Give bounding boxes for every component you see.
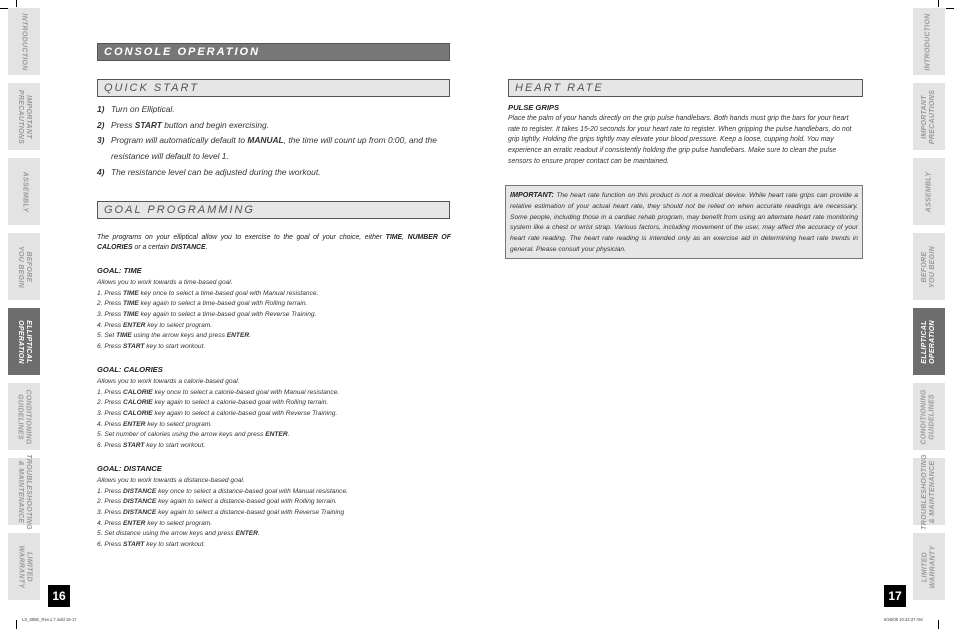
key-term: TIME bbox=[123, 310, 139, 318]
text-run: key again to select a calorie-based goal with Reverse Training. bbox=[152, 409, 338, 417]
side-tab[interactable] bbox=[913, 533, 945, 600]
goal-step-line bbox=[97, 278, 457, 289]
pulse-grips-text: Place the palm of your hands directly on the grip pulse handlebars. Both hands must grip the bars for your heart rate to register. It takes 15-20 seconds for your heart rate to register. When gripping the pulse handlebars, do not grip tightly. Holding the grips tightly may elevate your blood pressure. Keep a loose, cupping hold. You may experience an erratic readout if consistently holding the grip pulse handlebars. Make sure to clean the pulse sensors to ensure proper contact can be maintained. bbox=[508, 115, 852, 165]
page-number-left: 16 bbox=[48, 585, 70, 607]
crop-mark bbox=[946, 8, 954, 9]
key-term: DISTANCE bbox=[123, 498, 157, 506]
text-run: , the time will count up from 0:00, and the resistance will default to level 1. bbox=[111, 135, 437, 162]
goal-time-section bbox=[97, 265, 457, 353]
text-run: Allows you to work towards a distance-based goal. bbox=[97, 477, 245, 484]
side-tab-label: LIMITED WARRANTY bbox=[17, 545, 32, 588]
text-run: key again to select a distance-based goal with Reverse Training bbox=[156, 508, 345, 516]
crop-mark bbox=[938, 0, 939, 7]
goal-step-line bbox=[97, 487, 457, 498]
goal-step-line bbox=[97, 377, 457, 388]
important-label: IMPORTANT: bbox=[510, 190, 554, 199]
text-run: Allows you to work towards a time-based goal. bbox=[97, 279, 233, 286]
important-text: The heart rate function on this product is not a medical device. While heart rate grips can provide a relative estimation of your actual heart rate, they should not be relied on when accurate readings are necessary. Some people, including those in a cardiac rehab program, may benefit from using an alternate heart rate monitoring system like a chest or wrist strap. Various factors, including movement of the user, may affect the accuracy of your heart rate reading. The heart rate reading is intended only as an exercise aid in determining heart rate trends in general. Please consult your physician. bbox=[510, 192, 858, 253]
goal-step-line bbox=[97, 398, 457, 409]
goal-step-line bbox=[97, 299, 457, 310]
side-tab-label: BEFORE YOU BEGIN bbox=[921, 245, 937, 288]
goal-step-line bbox=[97, 342, 457, 353]
side-tab[interactable] bbox=[8, 308, 40, 375]
text-run: 3. Press bbox=[97, 508, 124, 516]
text-run: key again to select a time-based goal with Rolling terrain. bbox=[138, 300, 308, 308]
quick-start-step bbox=[97, 165, 449, 181]
goal-step-line bbox=[97, 420, 457, 431]
quick-start-step bbox=[97, 102, 449, 118]
goal-step-line bbox=[97, 289, 457, 300]
goal-step-line bbox=[97, 497, 457, 508]
step-number: 3) bbox=[97, 135, 105, 146]
side-tab[interactable] bbox=[913, 233, 945, 300]
key-term: ENTER bbox=[265, 431, 288, 439]
key-term: DISTANCE bbox=[123, 508, 157, 516]
side-tab[interactable] bbox=[8, 8, 40, 75]
side-tab-label: ASSEMBLY bbox=[21, 171, 28, 212]
side-tab-label: LIMITED WARRANTY bbox=[921, 545, 936, 588]
goal-step-line bbox=[97, 409, 457, 420]
quick-start-step bbox=[97, 118, 449, 134]
quick-start-step bbox=[97, 133, 449, 164]
pulse-grips-title: PULSE GRIPS bbox=[508, 103, 560, 112]
key-term: CALORIE bbox=[123, 409, 153, 417]
text-run: 4. Press bbox=[97, 519, 124, 527]
heart-rate-header: HEART RATE bbox=[508, 79, 863, 97]
left-side-tabs bbox=[8, 8, 40, 608]
key-term: NUMBER OF CALORIES bbox=[97, 234, 451, 251]
console-operation-header: CONSOLE OPERATION bbox=[97, 43, 450, 61]
side-tab[interactable] bbox=[913, 453, 945, 530]
goal-step-line bbox=[97, 476, 457, 487]
text-run: 4. Press bbox=[97, 321, 124, 329]
crop-mark bbox=[0, 8, 8, 9]
footer-slug-right: 6/26/08 10:43:37 AM bbox=[884, 617, 923, 622]
side-tab[interactable] bbox=[8, 533, 40, 600]
text-run: key to start workout. bbox=[144, 441, 206, 449]
text-run: key to start workout. bbox=[144, 342, 206, 350]
footer-slug-left: LS_685E_Rev.1.7.indd 16-17 bbox=[22, 617, 77, 622]
side-tab-label: CONDITIONING GUIDELINES bbox=[17, 388, 33, 445]
key-term: DISTANCE bbox=[123, 487, 157, 495]
side-tab[interactable] bbox=[8, 233, 40, 300]
step-number: 1) bbox=[97, 104, 105, 114]
side-tab-label: BEFORE YOU BEGIN bbox=[17, 245, 33, 288]
goal-step-line bbox=[97, 508, 457, 519]
important-notice-box bbox=[505, 185, 863, 259]
side-tab-label: ELLIPTICAL OPERATION bbox=[921, 319, 937, 364]
text-run: 6. Press bbox=[97, 540, 124, 548]
key-term: TIME bbox=[385, 234, 403, 241]
key-term: TIME bbox=[123, 300, 139, 308]
goal-step-line bbox=[97, 331, 457, 342]
page-number-right: 17 bbox=[884, 585, 906, 607]
text-run: Press bbox=[111, 119, 135, 130]
text-run: 2. Press bbox=[97, 498, 124, 506]
key-term: ENTER bbox=[123, 420, 146, 428]
goal-title: GOAL: DISTANCE bbox=[97, 464, 162, 473]
text-run: 3. Press bbox=[97, 409, 124, 417]
goal-step-line bbox=[97, 310, 457, 321]
key-term: START bbox=[123, 540, 145, 548]
goal-title: GOAL: TIME bbox=[97, 266, 142, 275]
key-term: START bbox=[123, 441, 145, 449]
text-run: key to select program. bbox=[145, 321, 213, 329]
text-run: The resistance level can be adjusted during the workout. bbox=[111, 166, 321, 177]
text-run: 1. Press bbox=[97, 289, 124, 297]
step-text bbox=[111, 118, 449, 134]
quick-start-steps bbox=[97, 102, 449, 181]
side-tab-label: CONDITIONING GUIDELINES bbox=[921, 388, 937, 445]
text-run: key once to select a calorie-based goal with Manual resistance. bbox=[152, 388, 340, 396]
goal-title: GOAL: CALORIES bbox=[97, 365, 163, 374]
text-run: 6. Press bbox=[97, 342, 124, 350]
side-tab-label: ASSEMBLY bbox=[925, 171, 932, 212]
key-term: ENTER bbox=[226, 332, 250, 340]
text-run: 1. Press bbox=[97, 487, 124, 495]
side-tab[interactable] bbox=[913, 158, 945, 225]
goal-step-line bbox=[97, 540, 457, 551]
text-run: 4. Press bbox=[97, 420, 124, 428]
key-term: ENTER bbox=[123, 321, 146, 329]
side-tab-label: ELLIPTICAL OPERATION bbox=[17, 319, 33, 364]
text-run: button and begin exercising. bbox=[161, 119, 269, 130]
text-run: 6. Press bbox=[97, 441, 124, 449]
goal-distance-section bbox=[97, 463, 457, 551]
text-run: key to select program. bbox=[145, 420, 213, 428]
text-run: key again to select a calorie-based goal with Rolling terrain. bbox=[152, 399, 329, 407]
crop-mark bbox=[16, 0, 17, 7]
text-run: 3. Press bbox=[97, 310, 124, 318]
side-tab-label: IMPORTANT PRECAUTIONS bbox=[17, 89, 32, 144]
text-run: key again to select a time-based goal with Reverse Training. bbox=[138, 310, 317, 318]
key-term: MANUAL bbox=[247, 135, 284, 146]
step-number: 2) bbox=[97, 119, 105, 130]
text-run: 5. Set distance using the arrow keys and press bbox=[97, 530, 236, 538]
goal-step-line bbox=[97, 388, 457, 399]
side-tab[interactable] bbox=[913, 308, 945, 375]
step-text bbox=[111, 133, 449, 164]
crop-mark bbox=[16, 620, 17, 629]
text-run: key to select program. bbox=[145, 519, 213, 527]
goal-programming-intro bbox=[97, 233, 451, 253]
text-run: or a certain bbox=[132, 244, 171, 251]
key-term: CALORIE bbox=[123, 388, 153, 396]
text-run: 2. Press bbox=[97, 300, 124, 308]
text-run: Allows you to work towards a calorie-based goal. bbox=[97, 378, 240, 385]
text-run: . bbox=[249, 332, 251, 340]
text-run: 5. Set number of calories using the arrow keys and press bbox=[97, 431, 266, 439]
key-term: DISTANCE bbox=[170, 244, 206, 251]
side-tab[interactable] bbox=[8, 383, 40, 450]
text-run: key to start workout. bbox=[144, 540, 206, 548]
key-term: START bbox=[134, 119, 162, 130]
text-run: key once to select a time-based goal with Manual resistance. bbox=[138, 289, 319, 297]
goal-step-line bbox=[97, 321, 457, 332]
text-run: . bbox=[287, 431, 290, 439]
key-term: START bbox=[123, 342, 145, 350]
text-run: key again to select a distance-based goal with Rolling terrain. bbox=[156, 498, 337, 506]
goal-step-line bbox=[97, 529, 457, 540]
goal-calories-section bbox=[97, 364, 457, 452]
quick-start-header: QUICK START bbox=[97, 79, 450, 97]
side-tab-label: INTRODUCTION bbox=[925, 12, 933, 71]
side-tab-label: TROUBLESHOOTING & MAINTENANCE bbox=[921, 453, 937, 530]
key-term: ENTER bbox=[235, 530, 258, 538]
key-term: TIME bbox=[123, 289, 139, 297]
step-text bbox=[111, 102, 449, 118]
text-run: . bbox=[257, 530, 260, 538]
side-tab[interactable] bbox=[913, 83, 945, 150]
side-tab[interactable] bbox=[8, 83, 40, 150]
text-run: . bbox=[205, 244, 208, 251]
text-run: The programs on your elliptical allow you to exercise to the goal of your choice, either bbox=[97, 234, 386, 241]
side-tab-label: INTRODUCTION bbox=[21, 12, 29, 71]
text-run: 5. Set bbox=[97, 332, 117, 340]
side-tab-label: TROUBLESHOOTING & MAINTENANCE bbox=[17, 453, 33, 530]
side-tab[interactable] bbox=[913, 383, 945, 450]
side-tab[interactable] bbox=[8, 158, 40, 225]
text-run: Turn on Elliptical. bbox=[111, 104, 175, 114]
step-number: 4) bbox=[97, 166, 105, 177]
goal-step-line bbox=[97, 430, 457, 441]
side-tab[interactable] bbox=[8, 453, 40, 530]
goal-step-line bbox=[97, 519, 457, 530]
text-run: key once to select a distance-based goal with Manual resistance. bbox=[156, 487, 348, 495]
crop-mark bbox=[938, 620, 939, 629]
right-side-tabs bbox=[913, 8, 945, 608]
text-run: using the arrow keys and press bbox=[131, 332, 227, 340]
text-run: 2. Press bbox=[97, 399, 124, 407]
step-text bbox=[111, 165, 449, 181]
key-term: TIME bbox=[116, 332, 132, 340]
key-term: ENTER bbox=[123, 519, 146, 527]
goal-step-line bbox=[97, 441, 457, 452]
side-tab-label: IMPORTANT PRECAUTIONS bbox=[921, 89, 936, 144]
text-run: Program will automatically default to bbox=[111, 135, 248, 146]
side-tab[interactable] bbox=[913, 8, 945, 75]
goal-programming-header: GOAL PROGRAMMING bbox=[97, 201, 450, 219]
text-run: 1. Press bbox=[97, 388, 124, 396]
key-term: CALORIE bbox=[123, 399, 153, 407]
text-run: , bbox=[402, 234, 408, 241]
